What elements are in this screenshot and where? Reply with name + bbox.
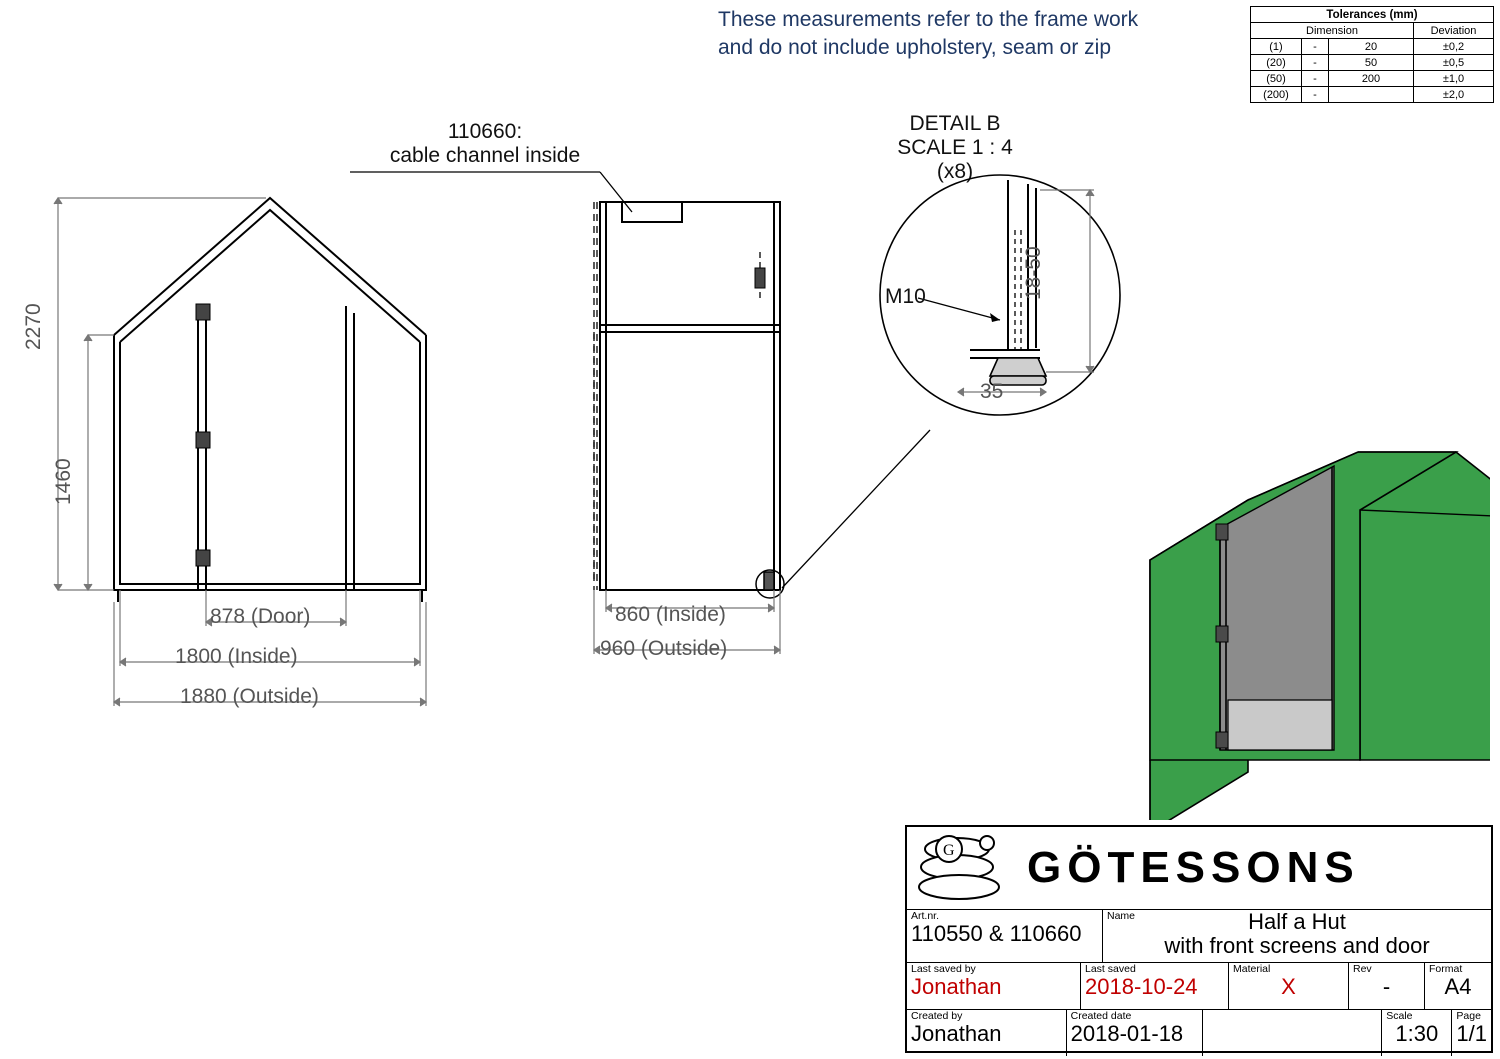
name-caption: Name	[1107, 910, 1136, 922]
artnr-value: 110550 & 110660	[911, 921, 1082, 946]
iso-view-drawing	[1120, 400, 1490, 820]
last-saved-caption: Last saved	[1085, 963, 1136, 975]
tolerance-deviation: ±1,0	[1414, 71, 1494, 87]
dimension-wall-height: 1460	[52, 458, 75, 505]
tolerance-header-dimension: Dimension	[1251, 23, 1414, 39]
tolerance-table	[1250, 6, 1494, 103]
material-value: X	[1281, 974, 1296, 999]
product-name-line1: Half a Hut	[1248, 909, 1346, 934]
scale-value: 1:30	[1395, 1021, 1439, 1046]
last-saved-value: 2018-10-24	[1085, 974, 1198, 999]
tolerance-dash: -	[1302, 55, 1329, 71]
table-row	[1251, 39, 1494, 55]
tolerance-from: (200)	[1251, 87, 1302, 103]
format-caption: Format	[1429, 963, 1463, 975]
table-row	[1251, 87, 1494, 103]
tolerance-dash: -	[1302, 39, 1329, 55]
tolerance-to: 50	[1329, 55, 1414, 71]
created-by-value: Jonathan	[911, 1021, 1002, 1046]
created-date-value: 2018-01-18	[1070, 1021, 1184, 1046]
tolerance-title: Tolerances (mm)	[1251, 7, 1494, 23]
detail-b-scale: SCALE 1 : 4	[897, 136, 1013, 159]
detail-b-qty: (x8)	[936, 160, 974, 183]
dimension-door-width: 878 (Door)	[210, 605, 311, 628]
tolerance-deviation: ±0,2	[1414, 39, 1494, 55]
gotessons-logo-icon	[915, 833, 1019, 903]
last-saved-by-caption: Last saved by	[911, 963, 976, 975]
tolerance-header-deviation: Deviation	[1414, 23, 1494, 39]
created-date-caption: Created date	[1070, 1010, 1132, 1022]
cable-channel-callout-line1: 110660:	[447, 120, 523, 143]
table-row	[1251, 55, 1494, 71]
tolerance-dash: -	[1302, 71, 1329, 87]
table-row	[1251, 71, 1494, 87]
page-value: 1/1	[1456, 1021, 1487, 1046]
detail-thread-label: M10	[885, 285, 926, 308]
material-caption: Material	[1233, 963, 1271, 975]
created-by-caption: Created by	[911, 1010, 963, 1022]
cable-channel-callout-line2: cable channel inside	[389, 144, 581, 167]
tolerance-to: 20	[1329, 39, 1414, 55]
last-saved-by-value: Jonathan	[911, 974, 1002, 999]
tolerance-to: 200	[1329, 71, 1414, 87]
page-caption: Page	[1456, 1010, 1481, 1022]
measurement-note-line1: These measurements refer to the frame work	[718, 8, 1139, 31]
dimension-outside-depth: 960 (Outside)	[600, 637, 728, 660]
measurement-note	[718, 6, 1248, 62]
tolerance-to	[1329, 87, 1414, 103]
product-name-line2: with front screens and door	[1164, 933, 1430, 958]
tolerance-from: (50)	[1251, 71, 1302, 87]
rev-caption: Rev	[1353, 963, 1372, 975]
rev-value: -	[1382, 974, 1391, 999]
tolerance-deviation: ±0,5	[1414, 55, 1494, 71]
dimension-total-height: 2270	[22, 303, 45, 350]
tolerance-dash: -	[1302, 87, 1329, 103]
format-value: A4	[1444, 974, 1472, 999]
measurement-note-line2: and do not include upholstery, seam or zip	[718, 36, 1112, 59]
title-block	[905, 825, 1493, 1053]
tolerance-from: (20)	[1251, 55, 1302, 71]
scale-caption: Scale	[1386, 1010, 1413, 1022]
dimension-inside-width: 1800 (Inside)	[175, 645, 298, 668]
detail-diameter-label: 35	[980, 380, 1004, 403]
detail-b-leader-line	[760, 420, 940, 620]
tolerance-deviation: ±2,0	[1414, 87, 1494, 103]
tolerance-from: (1)	[1251, 39, 1302, 55]
dimension-inside-depth: 860 (Inside)	[615, 603, 726, 626]
dimension-outside-width: 1880 (Outside)	[180, 685, 319, 708]
artnr-caption: Art.nr.	[911, 910, 940, 922]
company-name: GÖTESSONS	[1027, 843, 1360, 892]
detail-height-range-label: 18-50	[1022, 246, 1045, 300]
svg-text:G: G	[943, 842, 955, 859]
detail-b-title: DETAIL B	[909, 112, 1001, 135]
